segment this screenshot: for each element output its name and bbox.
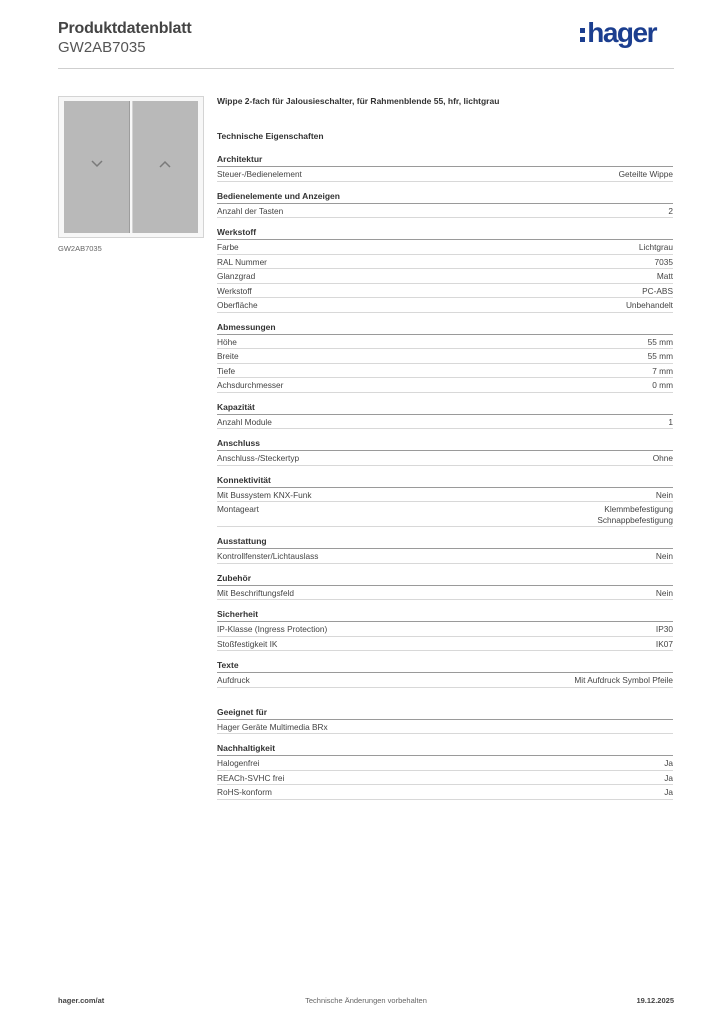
- spec-label: Breite: [217, 351, 239, 361]
- spec-label: Werkstoff: [217, 285, 252, 296]
- spec-value: 7 mm: [652, 365, 673, 376]
- section-heading: Nachhaltigkeit: [217, 743, 673, 756]
- spec-section: [217, 660, 673, 688]
- spec-label: Anschluss-/Steckertyp: [217, 453, 300, 463]
- spec-label: Glanzgrad: [217, 271, 256, 281]
- spec-row: [217, 415, 673, 430]
- spec-row: [217, 451, 673, 466]
- spec-section: [217, 475, 673, 528]
- spec-label: Anzahl Module: [217, 416, 272, 427]
- image-caption: GW2AB7035: [58, 244, 102, 253]
- spec-label: Stoßfestigkeit IK: [217, 638, 278, 649]
- section-heading: Ausstattung: [217, 536, 673, 549]
- chevron-up-icon: [158, 159, 172, 169]
- spec-label: Halogenfrei: [217, 758, 260, 768]
- section-heading: Sicherheit: [217, 609, 673, 622]
- spec-content: [217, 96, 673, 809]
- section-heading: Bedienelemente und Anzeigen: [217, 191, 673, 204]
- spec-value: 0 mm: [652, 380, 673, 390]
- section-heading: Architektur: [217, 154, 673, 167]
- section-heading: Zubehör: [217, 573, 673, 586]
- spec-row: [217, 167, 673, 182]
- spec-value: Ja: [664, 787, 673, 797]
- spec-value: PC-ABS: [642, 285, 673, 296]
- section-heading: Anschluss: [217, 438, 673, 451]
- spec-section: [217, 743, 673, 800]
- spec-value: Ja: [664, 758, 673, 768]
- document-code: GW2AB7035: [58, 39, 146, 56]
- spec-row: [217, 364, 673, 379]
- spec-value: 7035: [654, 256, 673, 267]
- spec-value: 55 mm: [647, 336, 673, 347]
- spec-value: IK07: [655, 638, 673, 649]
- spec-value: IP30: [655, 624, 673, 634]
- section-heading: Werkstoff: [217, 227, 673, 240]
- spec-sections: [217, 154, 673, 800]
- spec-row: [217, 298, 673, 313]
- rocker-right: [132, 101, 198, 233]
- spec-section: [217, 191, 673, 219]
- spec-label: REACh-SVHC frei: [217, 772, 285, 783]
- spec-label: IP-Klasse (Ingress Protection): [217, 624, 328, 634]
- spec-value: Nein: [655, 587, 673, 598]
- spec-label: Farbe: [217, 242, 239, 252]
- spec-label: Kontrollfenster/Lichtauslass: [217, 551, 319, 561]
- section-heading: Geeignet für: [217, 707, 673, 720]
- product-image: [58, 96, 204, 238]
- section-heading: Konnektivität: [217, 475, 673, 488]
- footer-date: 19.12.2025: [636, 996, 674, 1005]
- spec-label: Montageart: [217, 504, 259, 514]
- spec-row: [217, 771, 673, 786]
- spec-row: [217, 720, 673, 735]
- spec-label: Oberfläche: [217, 300, 258, 310]
- spec-row: [217, 335, 673, 350]
- spec-row: [217, 549, 673, 564]
- spec-label: Mit Beschriftungsfeld: [217, 587, 295, 598]
- spec-value: 2: [668, 205, 673, 216]
- spec-value: 1: [668, 416, 673, 427]
- spec-value: Geteilte Wippe: [618, 169, 673, 179]
- spec-section: [217, 322, 673, 393]
- spec-value: Matt: [656, 271, 673, 281]
- footer-note: Technische Änderungen vorbehalten: [305, 996, 427, 1005]
- spec-row: [217, 204, 673, 219]
- spec-row: [217, 378, 673, 393]
- section-heading: Texte: [217, 660, 673, 673]
- spec-section: [217, 402, 673, 430]
- spec-row: [217, 240, 673, 255]
- spec-value: Ohne: [652, 453, 673, 463]
- spec-value: Nein: [655, 489, 673, 500]
- spec-label: Aufdruck: [217, 675, 250, 685]
- spec-label: Mit Bussystem KNX-Funk: [217, 489, 312, 500]
- page-header: [58, 17, 674, 69]
- spec-row: [217, 637, 673, 652]
- technical-properties-title: Technische Eigenschaften: [217, 131, 324, 141]
- spec-row: [217, 586, 673, 601]
- spec-value: Unbehandelt: [625, 300, 673, 310]
- spec-label: Hager Geräte Multimedia BRx: [217, 721, 328, 732]
- spec-label: Höhe: [217, 336, 237, 347]
- spec-value: 55 mm: [647, 351, 673, 361]
- section-heading: Abmessungen: [217, 322, 673, 335]
- logo-dots-icon: [580, 20, 585, 48]
- spec-row: [217, 255, 673, 270]
- spec-section: [217, 154, 673, 182]
- spec-section: [217, 573, 673, 601]
- spec-row: [217, 622, 673, 637]
- chevron-down-icon: [90, 159, 104, 169]
- spec-section: [217, 609, 673, 651]
- spec-section: [217, 227, 673, 313]
- product-title: Wippe 2-fach für Jalousieschalter, für Rahmenblende 55, hfr, lichtgrau: [217, 96, 500, 106]
- spec-label: Anzahl der Tasten: [217, 205, 284, 216]
- rocker-left: [64, 101, 130, 233]
- spec-row: [217, 756, 673, 771]
- spec-value: Mit Aufdruck Symbol Pfeile: [574, 675, 673, 685]
- spec-section: [217, 438, 673, 466]
- section-heading: Kapazität: [217, 402, 673, 415]
- spec-value: Ja: [664, 772, 673, 783]
- spec-row: [217, 673, 673, 688]
- spec-row: [217, 269, 673, 284]
- spec-label: RAL Nummer: [217, 256, 267, 267]
- spec-section: [217, 536, 673, 564]
- spec-label: Achsdurchmesser: [217, 380, 284, 390]
- spec-value: Klemmbefestigung Schnappbefestigung: [597, 504, 673, 525]
- document-title: Produktdatenblatt: [58, 20, 192, 37]
- spec-label: Steuer-/Bedienelement: [217, 169, 302, 179]
- spec-label: Tiefe: [217, 365, 236, 376]
- spec-label: RoHS-konform: [217, 787, 272, 797]
- spec-row: [217, 785, 673, 800]
- spec-value: Lichtgrau: [638, 242, 673, 252]
- footer-website: hager.com/at: [58, 996, 105, 1005]
- spec-row: [217, 349, 673, 364]
- spec-value: Nein: [655, 551, 673, 561]
- spec-section: [217, 707, 673, 735]
- spec-row: [217, 502, 673, 527]
- logo-text: hager: [587, 17, 656, 48]
- spec-row: [217, 284, 673, 299]
- spec-row: [217, 488, 673, 503]
- hager-logo: [580, 17, 656, 48]
